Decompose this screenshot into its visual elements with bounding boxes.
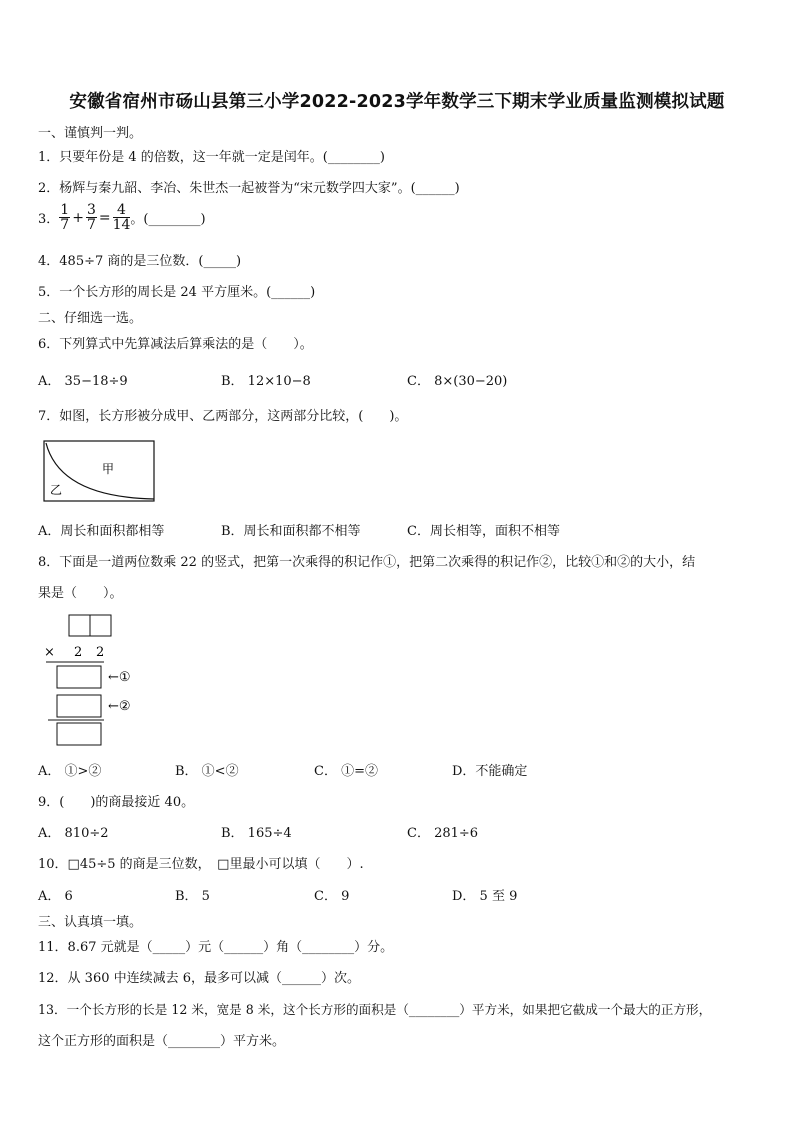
- question-10-option-d: D． 5 至 9: [452, 889, 518, 904]
- question-2: 2．杨辉与秦九韶、李冶、朱世杰一起被誉为“宋元数学四大家”。(______): [38, 181, 460, 196]
- question-6-option-a: A． 35−18÷9: [38, 374, 128, 389]
- digit-box-tens: [69, 615, 90, 636]
- question-6-option-c: C． 8×(30−20): [407, 374, 508, 389]
- digit-box-ones: [90, 615, 111, 636]
- equals-sign: =: [98, 209, 111, 226]
- question-8-stem-line-1: 8．下面是一道两位数乘 22 的竖式，把第一次乘得的积记作①，把第二次乘得的积记作②，比较①和②的大小，结: [38, 555, 696, 570]
- question-8-stem-line-2: 果是（ ）。: [38, 586, 123, 601]
- label-jia: 甲: [102, 462, 115, 476]
- question-7-stem: 7．如图，长方形被分成甲、乙两部分，这两部分比较，( )。: [38, 409, 408, 424]
- question-8-option-c: C． ①=②: [314, 764, 378, 779]
- question-7-option-a: A．周长和面积都相等: [38, 524, 165, 539]
- fraction-1-7: [59, 203, 70, 232]
- numerator: 1: [60, 202, 70, 218]
- multiplier-digit-ones: 2: [96, 645, 105, 660]
- question-12: 12．从 360 中连续减去 6，最多可以减（______）次。: [38, 971, 361, 986]
- final-product-box: [57, 723, 101, 745]
- arrow-label-1: ←①: [108, 670, 131, 685]
- question-13-line-2: 这个正方形的面积是（________）平方米。: [38, 1034, 286, 1049]
- section-1-heading: 一、谨慎判一判。: [38, 126, 143, 141]
- denominator: 7: [60, 217, 70, 233]
- arrow-label-2: ←②: [108, 699, 131, 714]
- question-7-option-c: C．周长相等，面积不相等: [407, 524, 560, 539]
- product-box-1: [57, 666, 101, 688]
- denominator: 14: [112, 217, 131, 233]
- question-6-stem: 6．下列算式中先算减法后算乘法的是（ ）。: [38, 337, 313, 352]
- question-10-stem: 10．□45÷5 的商是三位数， □里最小可以填（ ）.: [38, 857, 364, 872]
- question-1: 1．只要年份是 4 的倍数，这一年就一定是闰年。(________): [38, 150, 385, 165]
- section-2-heading: 二、仔细选一选。: [38, 311, 143, 326]
- question-3: [38, 203, 206, 232]
- fraction-3-7: [86, 203, 97, 232]
- question-13-line-1: 13．一个长方形的长是 12 米，宽是 8 米，这个长方形的面积是（________）平方米，如果把它截成一个最大的正方形，: [38, 1002, 712, 1017]
- question-7-option-b: B．周长和面积都不相等: [221, 524, 361, 539]
- question-9-stem: 9．( )的商最接近 40。: [38, 795, 195, 810]
- question-10-option-b: B． 5: [175, 889, 210, 904]
- question-3-number: 3．: [38, 212, 60, 227]
- label-yi: 乙: [50, 483, 63, 497]
- question-9-option-a: A． 810÷2: [38, 826, 109, 841]
- page-title: 安徽省宿州市砀山县第三小学2022-2023学年数学三下期末学业质量监测模拟试题: [69, 92, 725, 112]
- question-10-option-a: A． 6: [38, 889, 73, 904]
- question-9-option-c: C． 281÷6: [407, 826, 479, 841]
- question-5: 5．一个长方形的周长是 24 平方厘米。(______): [38, 285, 316, 300]
- question-8-option-a: A． ①>②: [38, 764, 102, 779]
- vertical-multiplication-diagram: [40, 612, 160, 752]
- section-3-heading: 三、认真填一填。: [38, 915, 143, 930]
- multiplier-digit-tens: 2: [74, 645, 83, 660]
- question-6-option-b: B． 12×10−8: [221, 374, 311, 389]
- product-box-2: [57, 695, 101, 717]
- dividing-curve: [46, 443, 154, 499]
- question-9-option-b: B． 165÷4: [221, 826, 292, 841]
- question-3-blank: 。(________): [130, 212, 206, 227]
- multiply-sign: ×: [44, 645, 55, 660]
- question-8-option-b: B． ①<②: [175, 764, 239, 779]
- numerator: 4: [113, 203, 131, 218]
- question-11: 11．8.67 元就是（_____）元（______）角（________）分。: [38, 940, 394, 955]
- question-10-option-c: C． 9: [314, 889, 350, 904]
- question-4: 4．485÷7 商的是三位数．(_____): [38, 254, 242, 269]
- fraction-4-14: [113, 203, 131, 232]
- numerator: 3: [86, 202, 96, 218]
- rectangle-diagram: [40, 437, 158, 505]
- plus-sign: +: [72, 209, 84, 226]
- denominator: 7: [86, 217, 96, 233]
- question-8-option-d: D．不能确定: [452, 764, 528, 779]
